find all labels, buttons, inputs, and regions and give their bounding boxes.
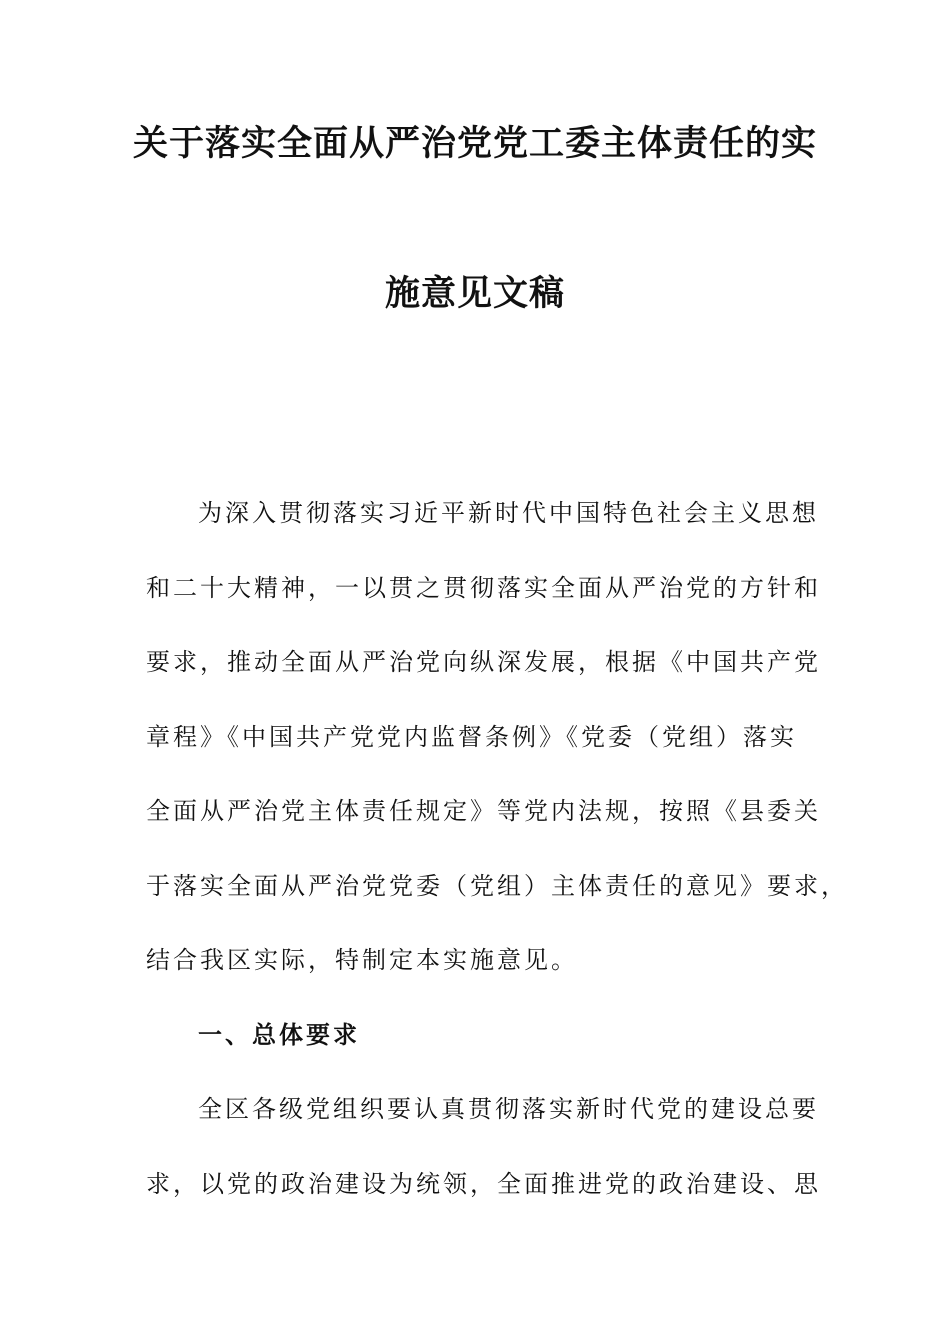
paragraph-line: 求，以党的政治建设为统领，全面推进党的政治建设、思: [146, 1169, 821, 1198]
paragraph-line: 章程》《中国共产党党内监督条例》《党委（党组）落实: [146, 722, 797, 751]
paragraph-line: 要求，推动全面从严治党向纵深发展，根据《中国共产党: [146, 648, 821, 676]
paragraph-intro: [146, 476, 848, 998]
document-title-line-2: 施意见文稿: [384, 274, 565, 314]
paragraph-line: 于落实全面从严治党党委（党组）主体责任的意见》要求，: [146, 871, 848, 900]
paragraph-line: 全面从严治党主体责任规定》等党内法规，按照《县委关: [146, 797, 821, 825]
paragraph-line: 全区各级党组织要认真贯彻落实新时代党的建设总要: [198, 1095, 819, 1123]
document-title-line-1: 关于落实全面从严治党党工委主体责任的实: [132, 124, 817, 164]
document-body: [146, 476, 848, 1221]
paragraph-line: 和二十大精神，一以贯之贯彻落实全面从严治党的方针和: [146, 573, 821, 602]
paragraph-general-requirements: [146, 1072, 821, 1221]
paragraph-line: 结合我区实际，特制定本实施意见。: [146, 946, 578, 974]
section-heading-general-requirements: 一、总体要求: [198, 1020, 360, 1049]
paragraph-line: 为深入贯彻落实习近平新时代中国特色社会主义思想: [198, 499, 819, 527]
